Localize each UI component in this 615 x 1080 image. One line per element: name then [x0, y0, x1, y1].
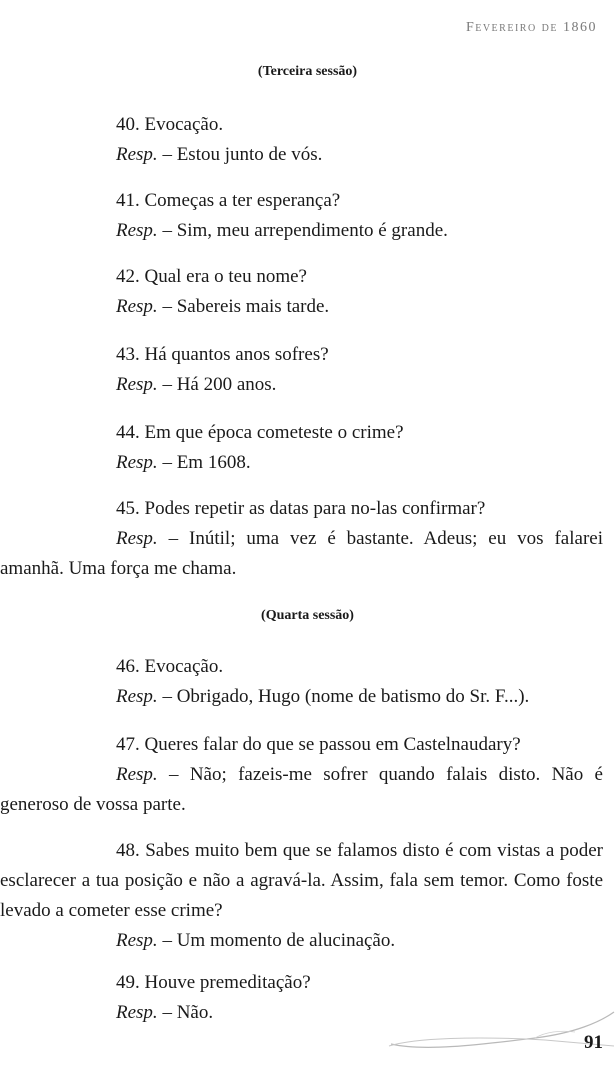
question-text: 40. Evocação. [116, 114, 224, 135]
answer-body: – Não; fazeis-me sofrer quando falais disto. Não é generoso de vossa parte. [0, 764, 603, 815]
resp-label: Resp. [116, 220, 158, 241]
answer-text [0, 682, 603, 712]
session-title: (Terceira sessão) [257, 64, 358, 79]
question-entry [0, 186, 603, 246]
question-entry [0, 730, 603, 820]
answer-body: – Estou junto de vós. [157, 144, 323, 165]
page-flourish-ornament [385, 1008, 615, 1054]
question-text: 45. Podes repetir as datas para no-las confirmar? [116, 498, 486, 519]
answer-body: – Em 1608. [157, 452, 251, 473]
answer-body: – Há 200 anos. [157, 374, 277, 395]
resp-label: Resp. [116, 296, 158, 317]
resp-label: Resp. [116, 144, 158, 165]
question-entry [0, 110, 603, 170]
resp-label: Resp. [116, 528, 158, 549]
session-title: (Quarta sessão) [261, 608, 354, 623]
answer-text [0, 524, 603, 584]
answer-text [0, 926, 603, 956]
answer-body: – Inútil; uma vez é bastante. Adeus; eu vos falarei amanhã. Uma força me chama. [0, 528, 603, 579]
resp-label: Resp. [116, 1002, 158, 1023]
question-entry [0, 494, 603, 584]
question-text: 44. Em que época cometeste o crime? [116, 422, 404, 443]
answer-text [0, 448, 603, 478]
answer-body: – Sim, meu arrependimento é grande. [157, 220, 448, 241]
question-text: 42. Qual era o teu nome? [116, 266, 307, 287]
question-text: 46. Evocação. [116, 656, 224, 677]
resp-label: Resp. [116, 452, 158, 473]
question-text: 47. Queres falar do que se passou em Castelnaudary? [116, 734, 521, 755]
resp-label: Resp. [116, 374, 158, 395]
resp-label: Resp. [116, 930, 158, 951]
question-entry [0, 836, 603, 956]
page-number: 91 [584, 1032, 603, 1053]
resp-label: Resp. [116, 764, 158, 785]
question-entry [0, 340, 603, 400]
answer-body: – Não. [157, 1002, 214, 1023]
answer-body: – Obrigado, Hugo (nome de batismo do Sr. F...). [157, 686, 530, 707]
answer-body: – Sabereis mais tarde. [157, 296, 330, 317]
answer-text [0, 140, 603, 170]
question-text: 48. Sabes muito bem que se falamos disto é com vistas a poder esclarecer a tua posição e não a agravá-la. Assim, fala sem temor. Como foste levado a cometer esse crime? [0, 840, 603, 921]
question-text: 43. Há quantos anos sofres? [116, 344, 329, 365]
answer-text [0, 216, 603, 246]
running-header: Fevereiro de 1860 [465, 20, 597, 35]
answer-text [0, 760, 603, 820]
question-text: 49. Houve premeditação? [116, 972, 311, 993]
resp-label: Resp. [116, 686, 158, 707]
answer-text [0, 370, 603, 400]
question-entry [0, 418, 603, 478]
question-entry [0, 262, 603, 322]
question-entry [0, 652, 603, 712]
answer-text [0, 292, 603, 322]
answer-body: – Um momento de alucinação. [157, 930, 396, 951]
question-text: 41. Começas a ter esperança? [116, 190, 341, 211]
